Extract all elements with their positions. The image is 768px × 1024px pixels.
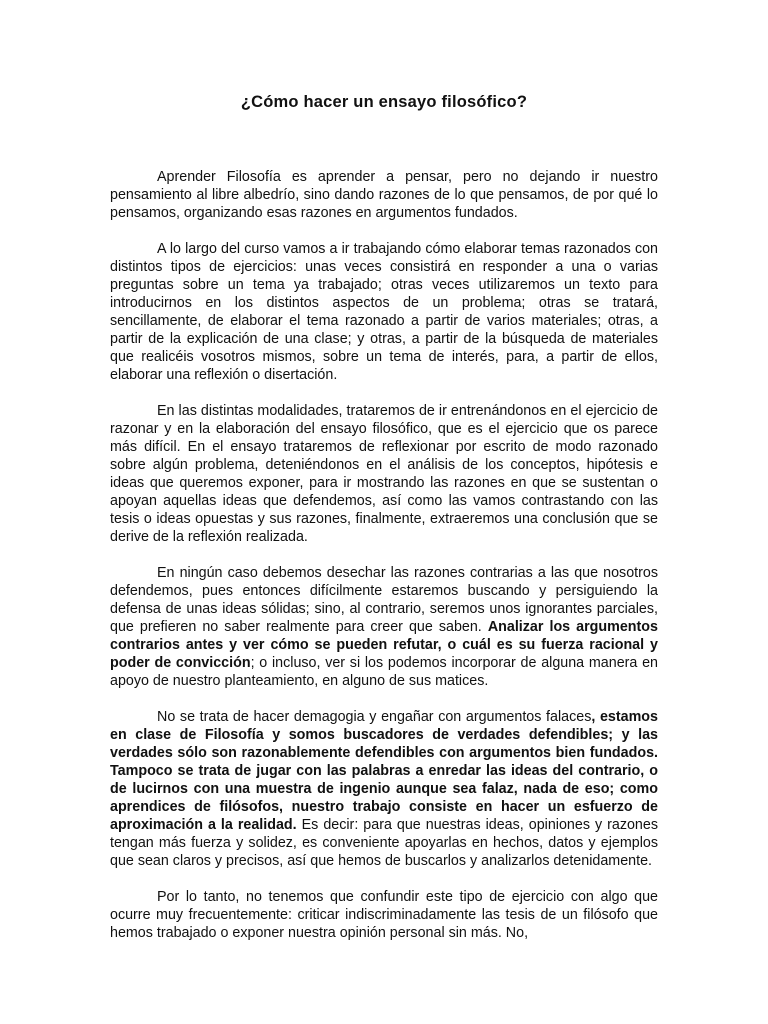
document-body (110, 168, 658, 960)
text-run: Es decir: para que nuestras ideas, opiniones y razones tengan más fuerza y solidez, es conveniente apoyarlas en hechos, datos y ejemplos que sean claros y precisos, así que hemos de buscarlos y analizarlos detenidamente. (110, 817, 658, 869)
body-paragraph (110, 708, 658, 870)
body-paragraph (110, 402, 658, 546)
text-run: ; o incluso, ver si los podemos incorporar de alguna manera en apoyo de nuestro planteamiento, en alguno de sus matices. (110, 655, 658, 689)
body-paragraph (110, 888, 658, 942)
text-run: En las distintas modalidades, trataremos de ir entrenándonos en el ejercicio de razonar y en la elaboración del ensayo filosófico, que es el ejercicio que os parece más difícil. En el ensayo trataremos de reflexionar por escrito de modo razonado sobre algún problema, deteniéndonos en el análisis de los conceptos, hipótesis e ideas que queremos exponer, para ir mostrando las razones en que se sustentan o apoyan aquellas ideas que defendemos, así como las vamos contrastando con las tesis o ideas opuestas y sus razones, finalmente, extraeremos una conclusión que se derive de la reflexión realizada. (110, 403, 658, 545)
text-run: En ningún caso debemos desechar las razones contrarias a las que nosotros defendemos, pues entonces difícilmente estaremos buscando y persiguiendo la defensa de unas ideas sólidas; sino, al contrario, seremos unos ignorantes parciales, que prefieren no saber realmente para creer que saben. (110, 565, 658, 635)
document-title: ¿Cómo hacer un ensayo filosófico? (240, 93, 528, 111)
body-paragraph (110, 564, 658, 690)
text-run: No se trata de hacer demagogia y engañar con argumentos falaces (157, 709, 592, 725)
bold-text-run: Analizar los argumentos contrarios antes y ver cómo se pueden refutar, o cuál es su fuerza racional y poder de convicción (110, 619, 658, 671)
bold-text-run: , estamos en clase de Filosofía y somos buscadores de verdades defendibles; y las verdades sólo son razonablemente defendibles con argumentos bien fundados. Tampoco se trata de jugar con las palabras a enredar las ideas del contrario, o de lucirnos con una muestra de ingenio aunque sea falaz, nada de eso; como aprendices de filósofos, nuestro trabajo consiste en hacer un esfuerzo de aproximación a la realidad. (110, 709, 658, 833)
body-paragraph (110, 240, 658, 384)
text-run: Aprender Filosofía es aprender a pensar, pero no dejando ir nuestro pensamiento al libre albedrío, sino dando razones de lo que pensamos, de por qué lo pensamos, organizando esas razones en argumentos fundados. (110, 169, 658, 221)
body-paragraph (110, 168, 658, 222)
text-run: Por lo tanto, no tenemos que confundir este tipo de ejercicio con algo que ocurre muy frecuentemente: criticar indiscriminadamente las tesis de un filósofo que hemos trabajado o exponer nuestra opinión personal sin más. No, (110, 889, 658, 941)
text-run: A lo largo del curso vamos a ir trabajando cómo elaborar temas razonados con distintos tipos de ejercicios: unas veces consistirá en responder a una o varias preguntas sobre un tema ya trabajado; otras veces utilizaremos un texto para introducirnos en los distintos aspectos de un problema; otras se tratará, sencillamente, de elaborar el tema razonado a partir de varios materiales; otras, a partir de la explicación de una clase; y otras, a partir de la búsqueda de materiales que realicéis vosotros mismos, sobre un tema de interés, para, a partir de ellos, elaborar una reflexión o disertación. (110, 241, 658, 383)
